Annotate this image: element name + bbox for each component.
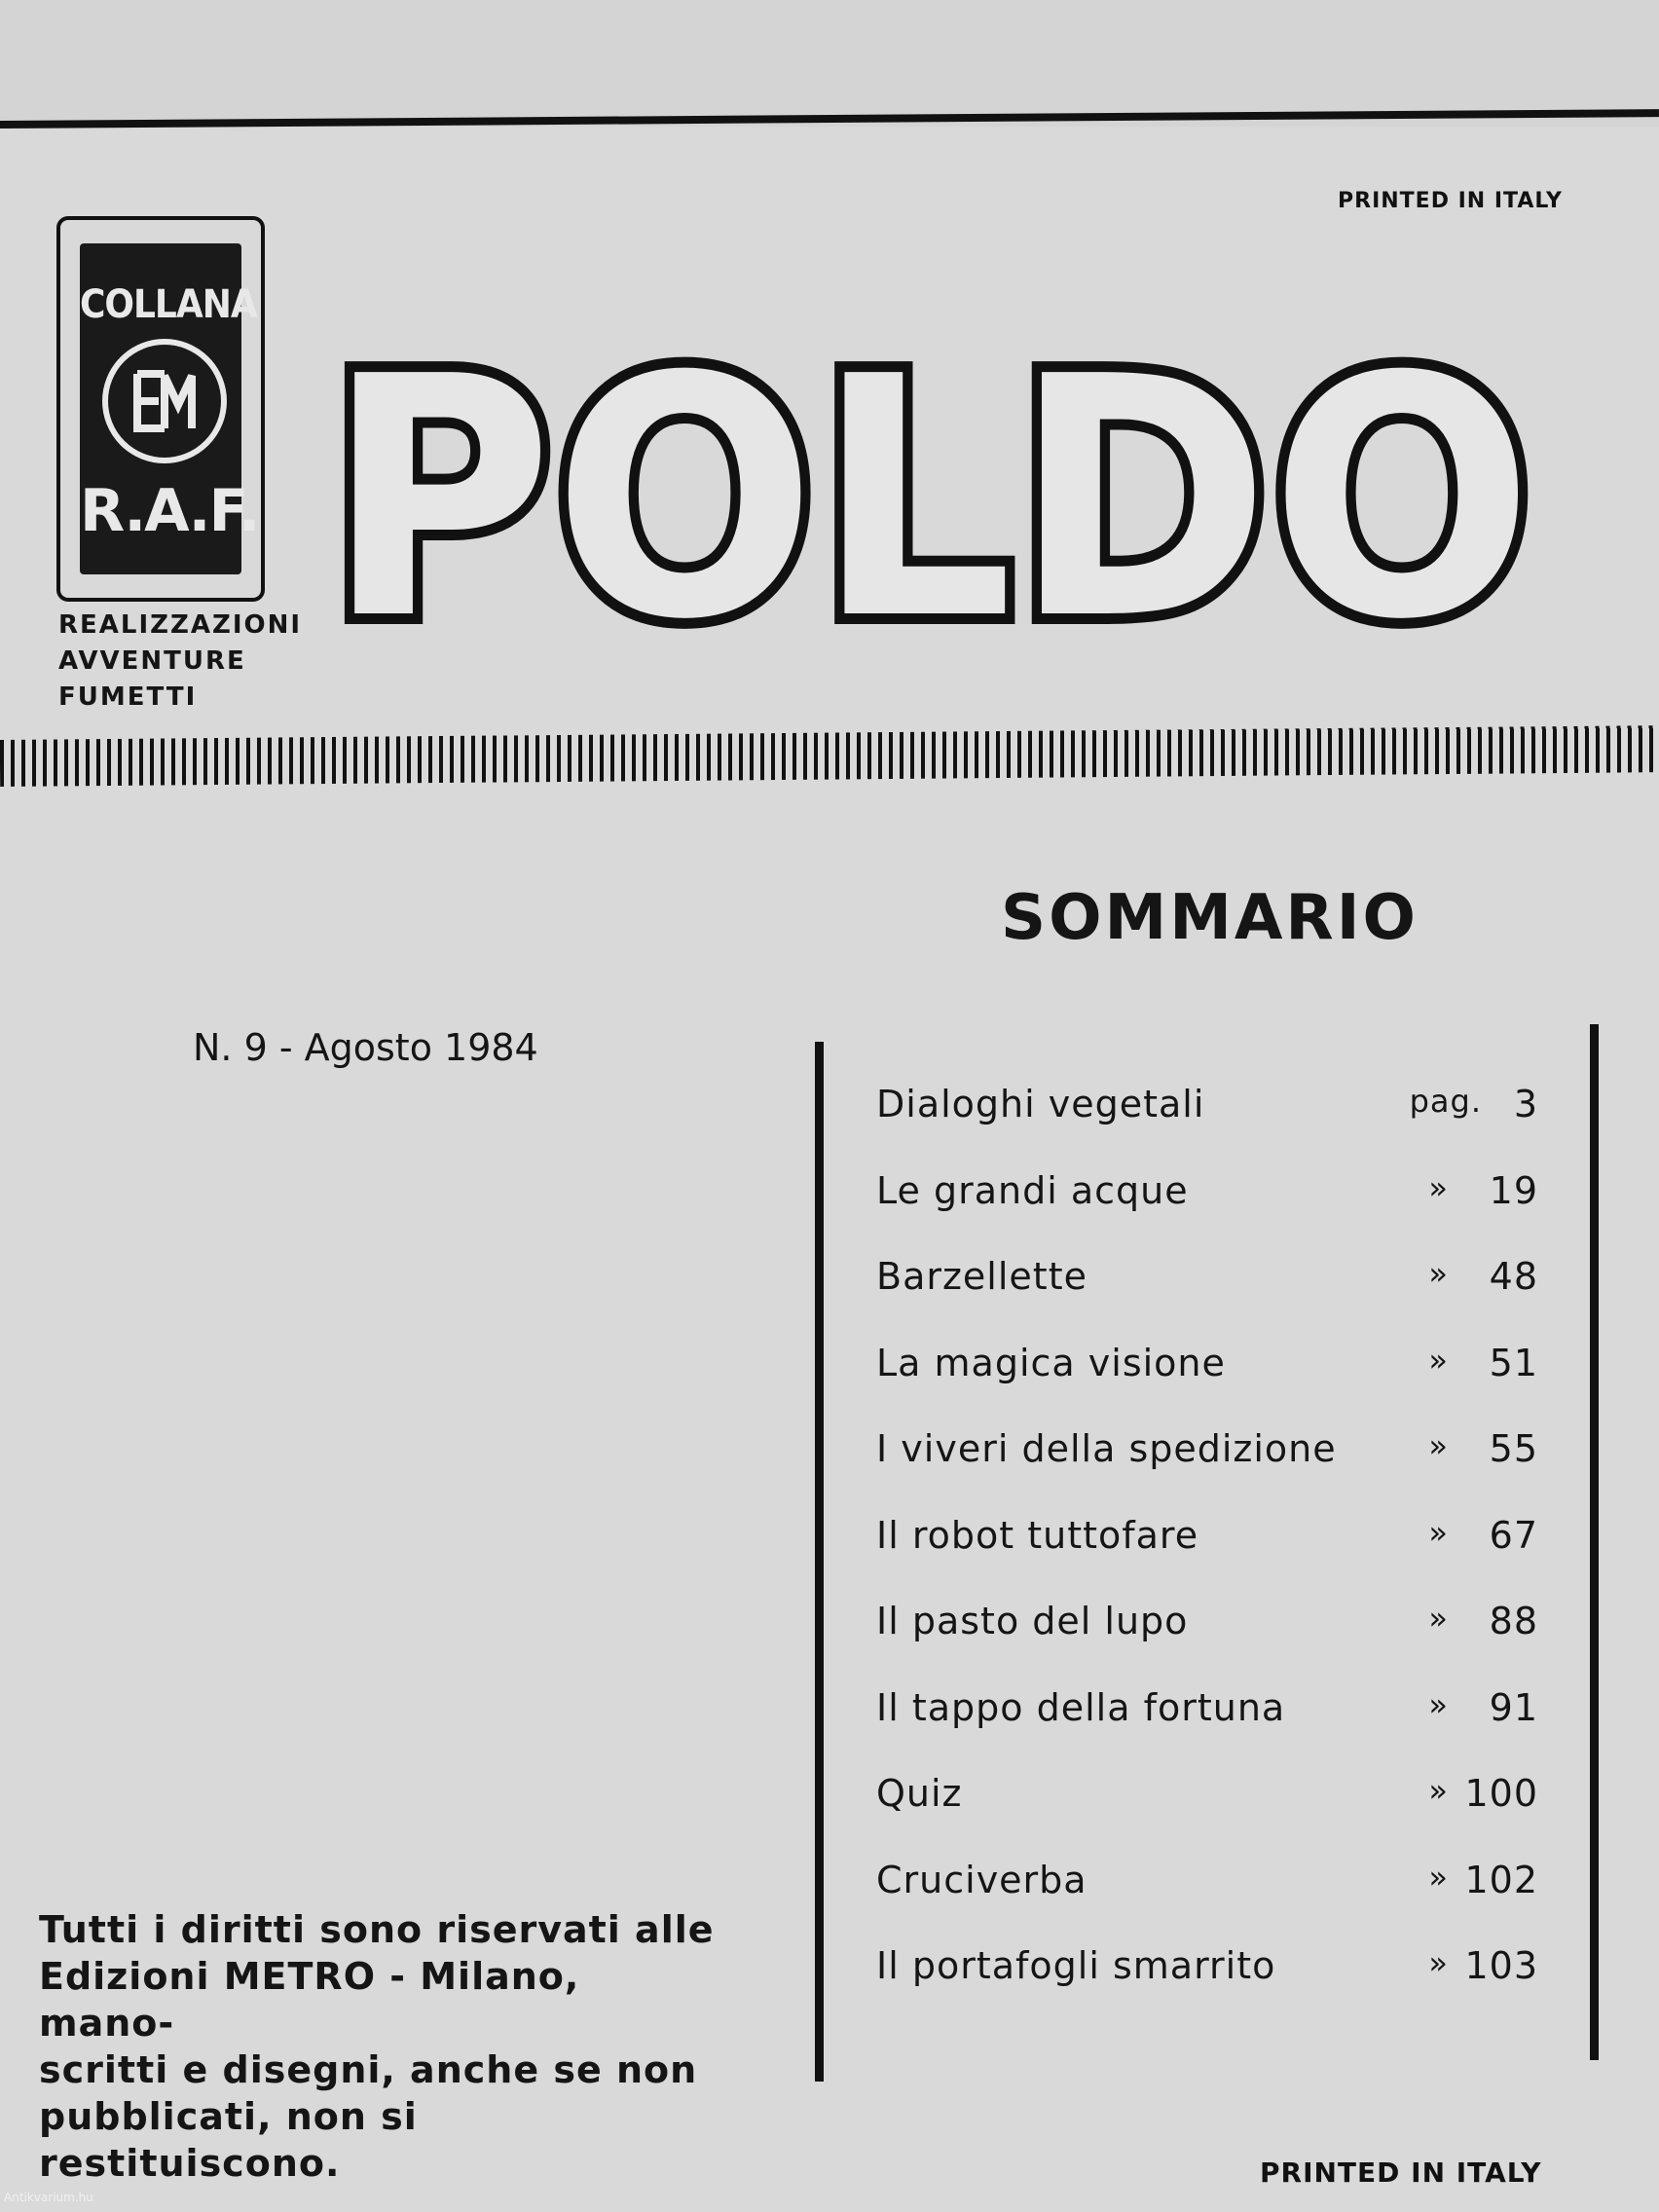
toc-title: La magica visione [876,1341,1226,1384]
toc-ditto-mark: » [1428,1858,1449,1896]
toc-title: Il pasto del lupo [876,1600,1189,1642]
toc-row [876,1514,1538,1601]
toc-ditto-mark: » [1428,1427,1449,1464]
toc-ditto-mark: » [1428,1944,1449,1981]
toc-ditto-mark: » [1428,1513,1449,1551]
toc-title: I viveri della spedizione [876,1427,1337,1470]
rights-line: pubblicati, non si restituiscono. [39,2095,418,2185]
poldo-title-text: POLDO [326,321,1533,643]
top-rule [0,109,1659,129]
toc-page-number: 102 [1464,1858,1538,1901]
table-of-contents [876,1083,1538,2031]
toc-page-number: 19 [1489,1168,1538,1212]
toc-title: Dialoghi vegetali [876,1083,1205,1125]
logo-panel [80,243,259,574]
toc-page-number: 67 [1489,1513,1538,1557]
sommario-heading: SOMMARIO [1001,882,1419,954]
em-monogram-glyph [108,345,221,458]
collana-raf-logo [56,216,265,602]
toc-page-number: 91 [1489,1685,1538,1729]
toc-page-number: 55 [1489,1427,1538,1470]
toc-row [876,1255,1538,1342]
logo-collana-text: COLLANA [80,282,257,327]
rights-notice [39,1906,720,2187]
toc-row [876,1600,1538,1686]
toc-page-number: 100 [1464,1772,1538,1815]
toc-ditto-mark: » [1428,1255,1449,1292]
rights-line: Edizioni METRO - Milano, mano- [39,1955,580,2045]
poldo-masthead-title [321,321,1538,643]
toc-row [876,1169,1538,1256]
logo-raf-text: R.A.F. [80,477,259,545]
toc-page-number: 88 [1489,1600,1538,1642]
toc-ditto-mark: » [1428,1685,1449,1723]
rights-line: scritti e disegni, anche se non [39,2048,698,2091]
logo-subtitle [58,608,302,716]
toc-title: Quiz [876,1772,963,1815]
toc-row [876,1427,1538,1514]
toc-title: Cruciverba [876,1858,1088,1901]
logo-subtitle-line: REALIZZAZIONI [58,610,303,640]
toc-page-number: 3 [1513,1083,1538,1125]
logo-subtitle-line: AVVENTURE [58,646,246,676]
toc-row [876,1083,1538,1169]
toc-title: Il robot tuttofare [876,1513,1199,1557]
toc-title: Il portafogli smarrito [876,1944,1276,1987]
em-monogram-icon [102,339,227,463]
toc-row [876,1944,1538,2031]
toc-row [876,1772,1538,1859]
watermark: Antikvarium.hu [4,2191,93,2204]
toc-title: Il tappo della fortuna [876,1685,1286,1729]
issue-number: N. 9 - Agosto 1984 [193,1026,538,1069]
logo-subtitle-line: FUMETTI [58,682,198,712]
toc-ditto-mark: » [1428,1600,1449,1637]
toc-left-rule [815,1042,824,2082]
rights-line: Tutti i diritti sono riservati alle [39,1908,715,1951]
toc-page-number: 48 [1489,1255,1538,1298]
toc-row [876,1686,1538,1773]
toc-page-number: 51 [1489,1341,1538,1384]
toc-right-rule [1590,1024,1599,2060]
toc-page-prefix: pag. [1409,1083,1482,1120]
printed-in-italy-bottom: PRINTED IN ITALY [1260,2157,1542,2189]
toc-page-number: 103 [1464,1944,1538,1987]
toc-ditto-mark: » [1428,1772,1449,1809]
toc-row [876,1859,1538,1945]
toc-ditto-mark: » [1428,1341,1449,1379]
toc-title: Barzellette [876,1255,1088,1298]
toc-ditto-mark: » [1428,1168,1449,1206]
printed-in-italy-top: PRINTED IN ITALY [1338,189,1563,213]
toc-title: Le grandi acque [876,1168,1189,1212]
toc-row [876,1342,1538,1428]
